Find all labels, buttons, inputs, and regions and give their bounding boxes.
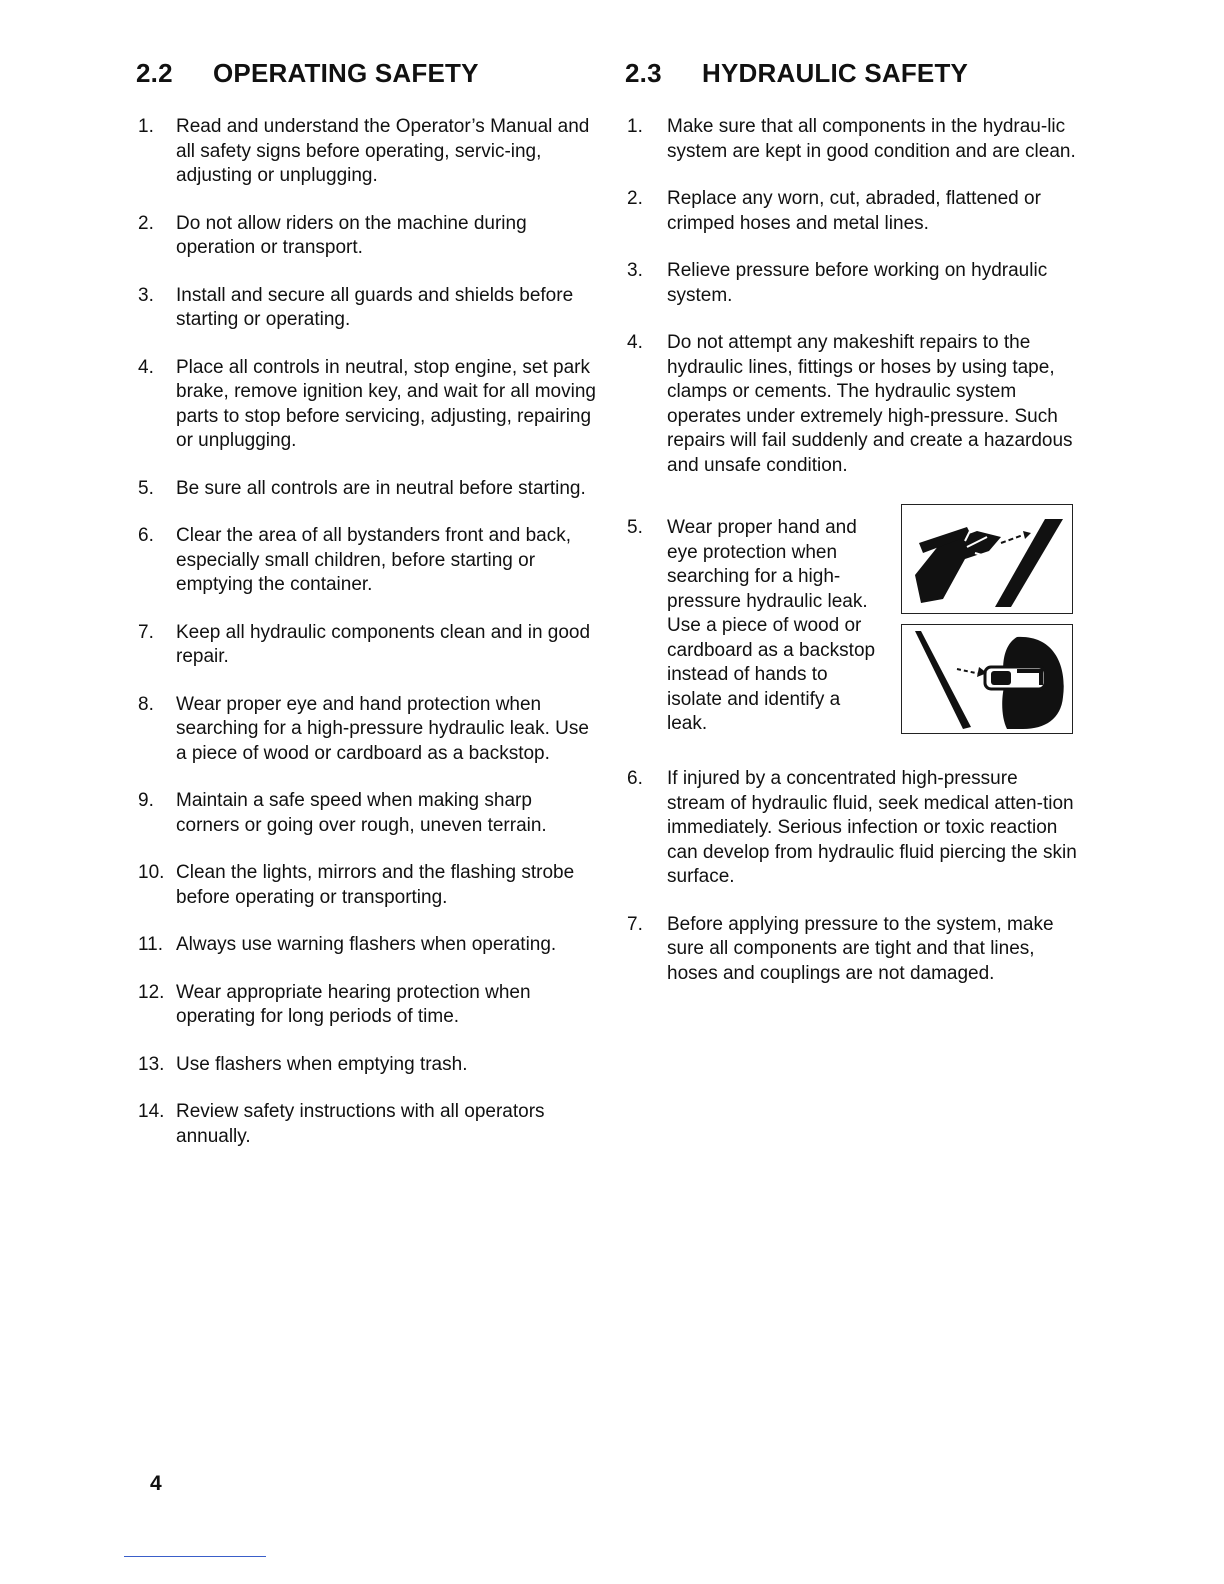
item-number: 3. <box>627 260 643 281</box>
item-number: 10. <box>138 862 165 883</box>
list-item <box>136 284 596 333</box>
item-text: Install and secure all guards and shields before starting or operating. <box>176 284 574 330</box>
list-item <box>136 356 596 454</box>
item-text: Keep all hydraulic components clean and in good repair. <box>176 621 591 667</box>
item-text: Do not allow riders on the machine during operation or transport. <box>176 212 527 258</box>
section-number: 2.3 <box>625 58 662 88</box>
hydraulic-safety-heading <box>625 58 1080 89</box>
list-item <box>625 516 1080 744</box>
item-text: Maintain a safe speed when making sharp corners or going over rough, uneven terrain. <box>176 790 547 836</box>
item-number: 4. <box>627 332 643 353</box>
operating-safety-section <box>136 58 596 1172</box>
item-number: 8. <box>138 693 154 715</box>
list-item <box>136 477 596 502</box>
item-text: Review safety instructions with all operators annually. <box>176 1101 545 1147</box>
list-item <box>625 259 1080 308</box>
item-number: 3. <box>138 284 154 306</box>
list-item <box>136 789 596 838</box>
operating-safety-list <box>136 115 596 1149</box>
item-text: Wear proper hand and eye protection when searching for a high-pressure hydraulic leak. Use a piece of wood or cardboard as a backstop instead of hands to isolate and identify a leak. <box>667 517 876 734</box>
item-text: Do not attempt any makeshift repairs to the hydraulic lines, fittings or hoses by using tape, clamps or cements. The hydraulic system operates under extremely high-pressure. Such repairs will fail suddenly and create a hazardous and unsafe condition. <box>667 332 1073 476</box>
item-text: Wear appropriate hearing protection when operating for long periods of time. <box>176 981 531 1027</box>
list-item <box>136 621 596 670</box>
safety-figures <box>901 504 1073 744</box>
operating-safety-heading <box>136 58 596 89</box>
item-number: 5. <box>138 477 154 499</box>
backstop-figure <box>901 504 1073 614</box>
item-text: Wear proper eye and hand protection when searching for a high-pressure hydraulic leak. Use a piece of wood or cardboard as a backstop. <box>176 693 589 764</box>
footer-divider <box>124 1556 266 1557</box>
item-text: Make sure that all components in the hydrau-lic system are kept in good condition and are clean. <box>667 116 1076 162</box>
item-text: Replace any worn, cut, abraded, flattened or crimped hoses and metal lines. <box>667 188 1041 234</box>
item-text: Read and understand the Operator’s Manual and all safety signs before operating, servic-ing, adjusting or unplugging. <box>176 116 590 186</box>
hand-with-backstop-icon <box>905 507 1070 611</box>
list-item <box>136 861 596 910</box>
list-item <box>136 524 596 598</box>
item-number: 4. <box>138 356 154 378</box>
face-shield-figure <box>901 624 1073 734</box>
list-item <box>625 115 1080 164</box>
list-item <box>625 331 1080 478</box>
item-text: Always use warning flashers when operating. <box>176 934 557 955</box>
item-number: 2. <box>627 188 643 209</box>
item-text: Before applying pressure to the system, make sure all components are tight and that lines, hoses and couplings are not damaged. <box>667 913 1054 984</box>
list-item <box>136 212 596 261</box>
hydraulic-safety-section <box>625 58 1080 1009</box>
item-text: Clear the area of all bystanders front and back, especially small children, before starting or emptying the container. <box>176 525 572 595</box>
list-item <box>136 1100 596 1149</box>
item-number: 9. <box>138 790 154 811</box>
page-number: 4 <box>150 1472 162 1495</box>
item-number: 7. <box>627 913 643 935</box>
item-text: If injured by a concentrated high-pressure stream of hydraulic fluid, seek medical atten-tion immediately. Serious infection or toxic reaction can develop from hydraulic fluid piercing the skin surface. <box>667 768 1077 887</box>
item-number: 7. <box>138 621 154 643</box>
item-number: 5. <box>627 517 643 538</box>
item-number: 11. <box>138 934 164 955</box>
item-text: Place all controls in neutral, stop engine, set park brake, remove ignition key, and wait for all moving parts to stop before servicing, adjusting, repairing or unplugging. <box>176 356 596 451</box>
item-number: 2. <box>138 212 154 234</box>
item-text: Be sure all controls are in neutral before starting. <box>176 477 586 499</box>
item-number: 6. <box>138 525 154 546</box>
item-number: 1. <box>627 116 643 137</box>
list-item <box>136 115 596 189</box>
section-title: HYDRAULIC SAFETY <box>702 58 969 88</box>
item-number: 14. <box>138 1101 165 1122</box>
list-item <box>136 933 596 958</box>
list-item <box>136 981 596 1030</box>
item-number: 13. <box>138 1053 165 1075</box>
list-item <box>625 187 1080 236</box>
list-item <box>136 1053 596 1078</box>
list-item <box>625 913 1080 987</box>
list-item <box>136 693 596 767</box>
hydraulic-safety-list <box>625 115 1080 986</box>
item-text: Relieve pressure before working on hydraulic system. <box>667 260 1048 306</box>
item-text: Use flashers when emptying trash. <box>176 1053 468 1075</box>
list-item <box>625 767 1080 890</box>
section-title: OPERATING SAFETY <box>213 58 479 88</box>
section-number: 2.2 <box>136 58 173 88</box>
item-text: Clean the lights, mirrors and the flashing strobe before operating or transporting. <box>176 862 575 908</box>
item-number: 1. <box>138 116 154 137</box>
item-number: 12. <box>138 981 165 1003</box>
face-shield-goggles-icon <box>905 627 1070 731</box>
item-number: 6. <box>627 768 643 789</box>
